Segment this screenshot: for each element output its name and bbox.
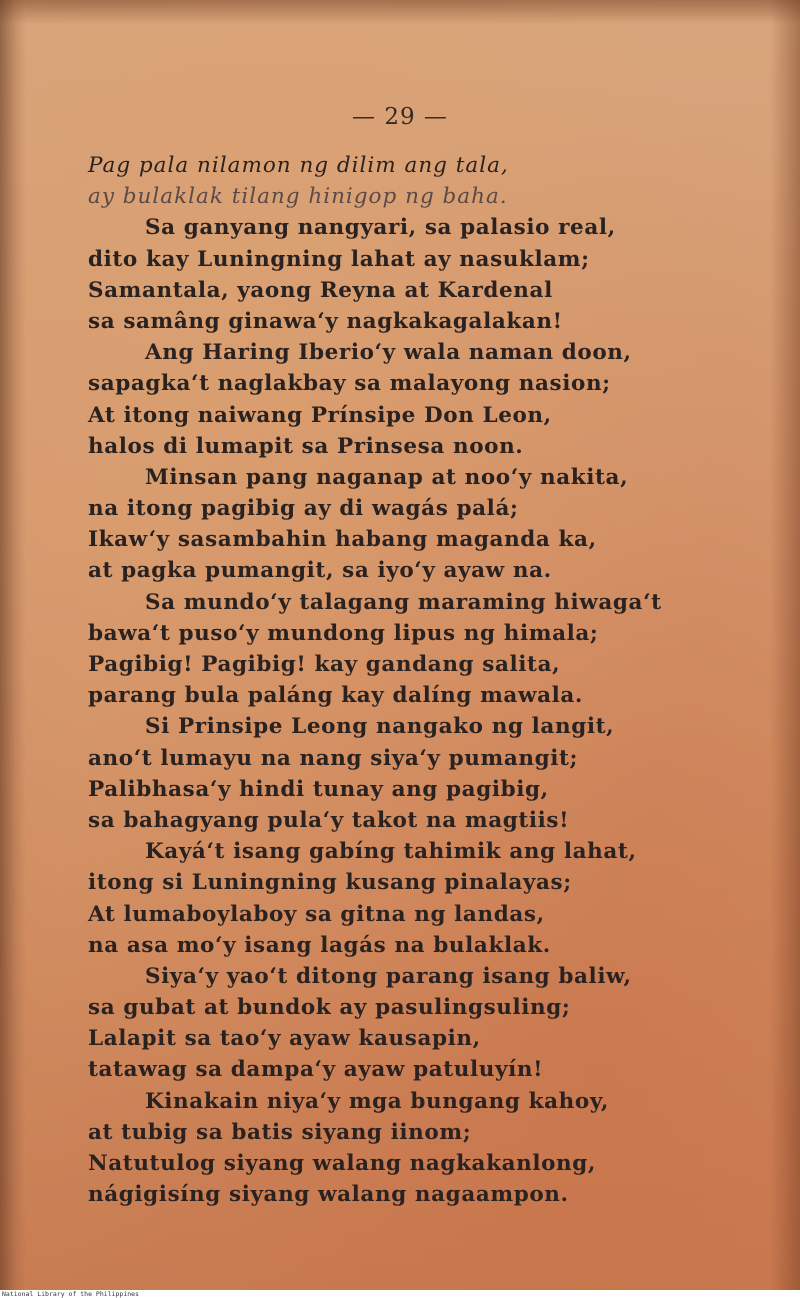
page-shadow-right — [770, 0, 800, 1290]
poem-line: Ang Haring Iberio‘y wala naman doon, — [145, 340, 632, 366]
poem-line: ano‘t lumayu na nang siya‘y pumangit; — [88, 745, 579, 771]
poem-line: parang bula paláng kay dalíng mawala. — [88, 683, 583, 709]
poem-line: itong si Luningning kusang pinalayas; — [88, 870, 572, 896]
poem-line: na asa mo‘y isang lagás na bulaklak. — [88, 932, 551, 958]
poem-line: Pagibig! Pagibig! kay gandang salita, — [88, 652, 561, 677]
poem-line: Ikaw‘y sasambahin habang maganda ka, — [88, 527, 597, 553]
poem-line: dito kay Luningning lahat ay nasuklam; — [88, 246, 590, 272]
page-shadow-left — [0, 0, 26, 1290]
poem-line: Lalapit sa tao‘y ayaw kausapin, — [88, 1026, 481, 1052]
poem-line: Si Prinsipe Leong nangako ng langit, — [145, 714, 615, 740]
poem-line: ay bulaklak tilang hinigop ng baha. — [88, 184, 508, 210]
poem-line: tatawag sa dampa‘y ayaw patuluyín! — [88, 1057, 544, 1083]
poem-line: Samantala, yaong Reyna at Kardenal — [88, 277, 553, 303]
poem-line: Sa ganyang nangyari, sa palasio real, — [145, 215, 616, 241]
poem-line: halos di lumapit sa Prinsesa noon. — [88, 433, 524, 459]
poem-line: at pagka pumangit, sa iyo‘y ayaw na. — [88, 558, 552, 584]
poem-line: At itong naiwang Prínsipe Don Leon, — [88, 402, 552, 428]
poem-line: at tubig sa batis siyang iinom; — [88, 1119, 472, 1145]
poem-line: sapagka‘t naglakbay sa malayong nasion; — [88, 371, 611, 397]
poem-line: na itong pagibig ay di wagás palá; — [88, 496, 519, 522]
poem-line: Minsan pang naganap at noo‘y nakita, — [145, 464, 629, 490]
page-shadow-top — [0, 0, 800, 24]
poem-line: Kinakain niya‘y mga bungang kahoy, — [145, 1088, 609, 1114]
poem-line: sa bahagyang pula‘y takot na magtiis! — [88, 807, 570, 833]
poem-line: Pag pala nilamon ng dilim ang tala, — [88, 153, 509, 178]
poem-line: Palibhasa‘y hindi tunay ang pagibig, — [88, 776, 549, 802]
poem-line: Natutulog siyang walang nagkakanlong, — [88, 1151, 597, 1176]
poem-line: bawa‘t puso‘y mundong lipus ng himala; — [88, 620, 599, 646]
page-number: — 29 — — [352, 104, 448, 130]
library-credit: National Library of the Philippines — [0, 1290, 800, 1298]
poem-line: At lumaboylaboy sa gitna ng landas, — [88, 901, 545, 927]
poem-line: Siya‘y yao‘t ditong parang isang baliw, — [145, 963, 632, 989]
poem-line: sa samâng ginawa‘y nagkakagalakan! — [88, 308, 563, 334]
poem-text — [88, 150, 768, 1210]
poem-line: sa gubat at bundok ay pasulingsuling; — [88, 995, 571, 1021]
poem-line: nágigisíng siyang walang nagaampon. — [88, 1182, 569, 1208]
poem-line: Sa mundo‘y talagang maraming hiwaga‘t — [145, 589, 662, 615]
poem-line: Kayá‘t isang gabíng tahimik ang lahat, — [145, 839, 637, 865]
